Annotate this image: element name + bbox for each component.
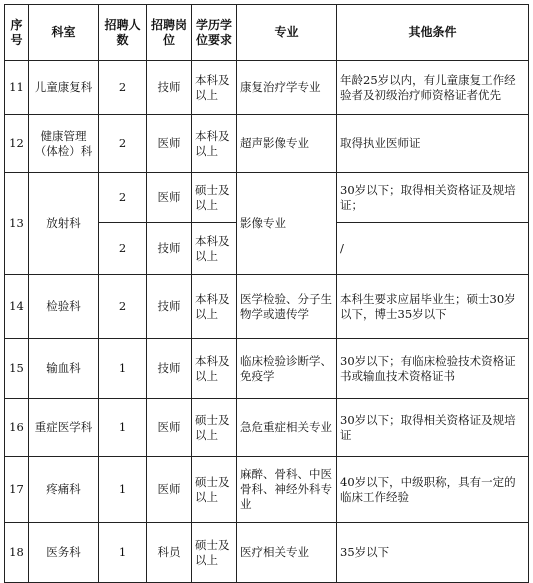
cell-cond: 30岁以下；取得相关资格证及规培证； bbox=[337, 173, 529, 223]
cell-edu: 硕士及以上 bbox=[192, 523, 237, 583]
header-dept: 科室 bbox=[29, 5, 99, 61]
cell-post: 医师 bbox=[147, 457, 192, 523]
cell-edu: 硕士及以上 bbox=[192, 399, 237, 457]
cell-cond: 30岁以下；有临床检验技术资格证书或输血技术资格证书 bbox=[337, 339, 529, 399]
cell-cond: 35岁以下 bbox=[337, 523, 529, 583]
header-cond: 其他条件 bbox=[337, 5, 529, 61]
header-row bbox=[5, 5, 529, 61]
cell-major: 医学检验、分子生物学或遗传学 bbox=[237, 275, 337, 339]
cell-seq: 13 bbox=[5, 173, 29, 275]
table-wrapper bbox=[4, 4, 528, 583]
cell-major: 临床检验诊断学、免疫学 bbox=[237, 339, 337, 399]
cell-cond: 本科生要求应届毕业生；硕士30岁以下，博士35岁以下 bbox=[337, 275, 529, 339]
header-major: 专业 bbox=[237, 5, 337, 61]
recruitment-table bbox=[4, 4, 529, 583]
header-post: 招聘岗位 bbox=[147, 5, 192, 61]
cell-post: 技师 bbox=[147, 223, 192, 275]
header-count: 招聘人数 bbox=[99, 5, 147, 61]
cell-post: 医师 bbox=[147, 115, 192, 173]
cell-major: 康复治疗学专业 bbox=[237, 61, 337, 115]
cell-post: 技师 bbox=[147, 61, 192, 115]
cell-edu: 本科及以上 bbox=[192, 339, 237, 399]
cell-major: 医疗相关专业 bbox=[237, 523, 337, 583]
cell-edu: 本科及以上 bbox=[192, 115, 237, 173]
cell-seq: 12 bbox=[5, 115, 29, 173]
cell-count: 1 bbox=[99, 523, 147, 583]
table-row bbox=[5, 457, 529, 523]
cell-cond: 取得执业医师证 bbox=[337, 115, 529, 173]
cell-count: 2 bbox=[99, 115, 147, 173]
cell-major: 影像专业 bbox=[237, 173, 337, 275]
cell-cond: 40岁以下，中级职称，具有一定的临床工作经验 bbox=[337, 457, 529, 523]
cell-count: 1 bbox=[99, 339, 147, 399]
cell-cond: / bbox=[337, 223, 529, 275]
cell-post: 技师 bbox=[147, 339, 192, 399]
cell-major: 麻醉、骨科、中医骨科、神经外科专业 bbox=[237, 457, 337, 523]
table-row bbox=[5, 275, 529, 339]
cell-cond: 年龄25岁以内，有儿童康复工作经验者及初级治疗师资格证者优先 bbox=[337, 61, 529, 115]
cell-seq: 11 bbox=[5, 61, 29, 115]
table-row bbox=[5, 115, 529, 173]
cell-seq: 18 bbox=[5, 523, 29, 583]
cell-edu: 本科及以上 bbox=[192, 61, 237, 115]
table-row bbox=[5, 339, 529, 399]
cell-post: 技师 bbox=[147, 275, 192, 339]
cell-post: 科员 bbox=[147, 523, 192, 583]
cell-edu: 本科及以上 bbox=[192, 223, 237, 275]
cell-seq: 15 bbox=[5, 339, 29, 399]
cell-seq: 16 bbox=[5, 399, 29, 457]
table-row bbox=[5, 523, 529, 583]
cell-edu: 本科及以上 bbox=[192, 275, 237, 339]
cell-post: 医师 bbox=[147, 173, 192, 223]
table-row bbox=[5, 61, 529, 115]
header-seq: 序号 bbox=[5, 5, 29, 61]
cell-dept: 健康管理（体检）科 bbox=[29, 115, 99, 173]
cell-dept: 输血科 bbox=[29, 339, 99, 399]
cell-count: 2 bbox=[99, 173, 147, 223]
table-row bbox=[5, 399, 529, 457]
cell-count: 2 bbox=[99, 61, 147, 115]
cell-dept: 医务科 bbox=[29, 523, 99, 583]
cell-cond: 30岁以下；取得相关资格证及规培证 bbox=[337, 399, 529, 457]
cell-count: 2 bbox=[99, 275, 147, 339]
header-edu: 学历学位要求 bbox=[192, 5, 237, 61]
cell-dept: 儿童康复科 bbox=[29, 61, 99, 115]
cell-edu: 硕士及以上 bbox=[192, 173, 237, 223]
cell-dept: 放射科 bbox=[29, 173, 99, 275]
cell-count: 1 bbox=[99, 457, 147, 523]
cell-dept: 疼痛科 bbox=[29, 457, 99, 523]
cell-dept: 重症医学科 bbox=[29, 399, 99, 457]
cell-dept: 检验科 bbox=[29, 275, 99, 339]
cell-post: 医师 bbox=[147, 399, 192, 457]
cell-seq: 17 bbox=[5, 457, 29, 523]
cell-count: 2 bbox=[99, 223, 147, 275]
cell-seq: 14 bbox=[5, 275, 29, 339]
table-row bbox=[5, 173, 529, 223]
cell-major: 急危重症相关专业 bbox=[237, 399, 337, 457]
cell-count: 1 bbox=[99, 399, 147, 457]
cell-major: 超声影像专业 bbox=[237, 115, 337, 173]
cell-edu: 硕士及以上 bbox=[192, 457, 237, 523]
